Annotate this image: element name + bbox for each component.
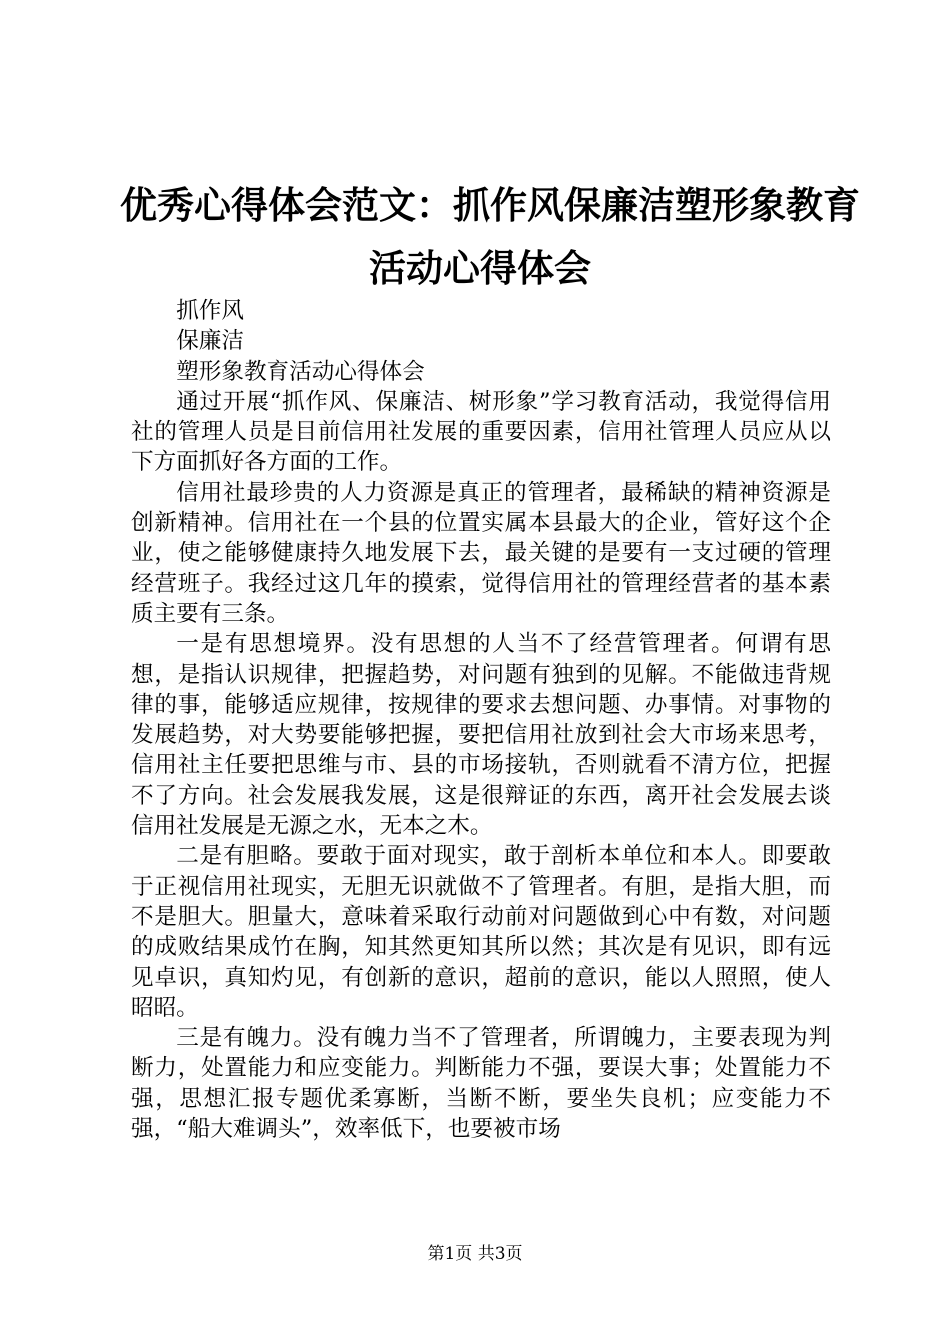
page-footer: 第1页 共3页 xyxy=(427,1244,523,1264)
paragraph: 三是有魄力。没有魄力当不了管理者，所谓魄力，主要表现为判断力，处置能力和应变能力。判断能力不强，要误大事；处置能力不强，思想汇报专题优柔寡断，当断不断，要坐失良机；应变能力不强，“船大难调头”，效率低下，也要被市场 xyxy=(131,1025,831,1143)
paragraph: 一是有思想境界。没有思想的人当不了经营管理者。何谓有思想，是指认识规律，把握趋势，对问题有独到的见解。不能做违背规律的事，能够适应规律，按规律的要求去想问题、办事情。对事物的发展趋势，对大势要能够把握，要把信用社放到社会大市场来思考，信用社主任要把思维与市、县的市场接轨，否则就看不清方位，把握不了方向。社会发展我发展，这是很辩证的东西，离开社会发展去谈信用社发展是无源之水，无本之木。 xyxy=(131,631,831,840)
paragraph: 信用社最珍贵的人力资源是真正的管理者，最稀缺的精神资源是创新精神。信用社在一个县的位置实属本县最大的企业，管好这个企业，使之能够健康持久地发展下去，最关键的是要有一支过硬的管理经营班子。我经过这几年的摸索，觉得信用社的管理经营者的基本素质主要有三条。 xyxy=(131,479,831,627)
document-body xyxy=(131,296,831,1144)
document-title-line-2: 活动心得体会 xyxy=(369,247,591,290)
paragraph: 通过开展“抓作风、保廉洁、树形象”学习教育活动，我觉得信用社的管理人员是目前信用社发展的重要因素，信用社管理人员应从以下方面抓好各方面的工作。 xyxy=(131,388,831,476)
paragraph: 抓作风 xyxy=(176,298,244,324)
document-title-line-1: 优秀心得体会范文：抓作风保廉洁塑形象教育 xyxy=(120,184,860,227)
paragraph: 保廉洁 xyxy=(176,328,244,355)
paragraph: 塑形象教育活动心得体会 xyxy=(176,358,425,385)
paragraph: 二是有胆略。要敢于面对现实，敢于剖析本单位和本人。即要敢于正视信用社现实，无胆无识就做不了管理者。有胆，是指大胆，而不是胆大。胆量大，意味着采取行动前对问题做到心中有数，对问题的成败结果成竹在胸，知其然更知其所以然；其次是有见识，即有远见卓识，真知灼见，有创新的意识，超前的意识，能以人照照，使人昭昭。 xyxy=(131,843,831,1021)
